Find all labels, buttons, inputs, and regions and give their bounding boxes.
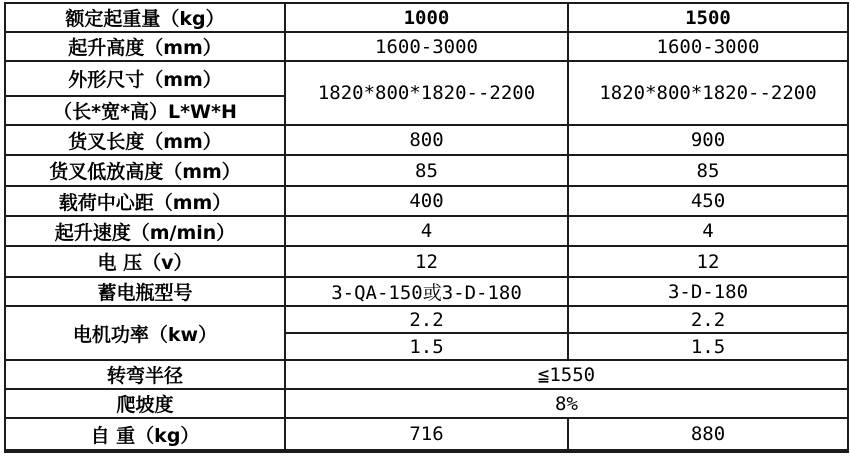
row-label-motor-power: 电机功率（kw） <box>5 306 285 360</box>
row-label-load-center: 载荷中心距（mm） <box>5 186 285 216</box>
spec-table-container <box>4 2 847 453</box>
cell-motor-power-b-model1: 1.5 <box>285 333 568 360</box>
cell-overall-dimensions-model1: 1820*800*1820--2200 <box>285 61 568 125</box>
cell-voltage-model2: 12 <box>568 246 848 277</box>
table-row-motor-power-a <box>5 306 848 333</box>
row-label-battery-model: 蓄电瓶型号 <box>5 277 285 306</box>
cell-turning-radius: ≦1550 <box>285 360 848 389</box>
row-label-lift-speed: 起升速度（m/min） <box>5 216 285 246</box>
table-row-turning-radius <box>5 360 848 389</box>
row-label-self-weight: 自 重（kg） <box>5 418 285 451</box>
row-label-rated-capacity: 额定起重量（kg） <box>5 3 285 32</box>
cell-battery-model1: 3-QA-150或3-D-180 <box>285 277 568 306</box>
cell-rated-capacity-model1: 1000 <box>285 3 568 32</box>
cell-lift-speed-model2: 4 <box>568 216 848 246</box>
table-row-lift-height <box>5 32 848 61</box>
row-label-lwh: （长*宽*高）L*W*H <box>5 96 285 125</box>
spec-table <box>4 2 849 453</box>
row-label-gradeability: 爬坡度 <box>5 389 285 418</box>
cell-gradeability: 8% <box>285 389 848 418</box>
table-row-fork-length <box>5 125 848 155</box>
row-label-turning-radius: 转弯半径 <box>5 360 285 389</box>
row-label-fork-length: 货叉长度（mm） <box>5 125 285 155</box>
cell-load-center-model1: 400 <box>285 186 568 216</box>
table-row-lift-speed <box>5 216 848 246</box>
table-row-overall-dimensions <box>5 61 848 96</box>
row-label-lift-height: 起升高度（mm） <box>5 32 285 61</box>
cell-fork-length-model2: 900 <box>568 125 848 155</box>
cell-motor-power-a-model2: 2.2 <box>568 306 848 333</box>
cell-voltage-model1: 12 <box>285 246 568 277</box>
table-row-voltage <box>5 246 848 277</box>
table-row-load-center <box>5 186 848 216</box>
row-label-fork-lowered-height: 货叉低放高度（mm） <box>5 155 285 186</box>
cell-battery-model2: 3-D-180 <box>568 277 848 306</box>
cell-self-weight-model1: 716 <box>285 418 568 451</box>
table-row-self-weight <box>5 418 848 451</box>
cell-fork-length-model1: 800 <box>285 125 568 155</box>
row-label-overall-dimensions: 外形尺寸（mm） <box>5 61 285 96</box>
cell-rated-capacity-model2: 1500 <box>568 3 848 32</box>
cell-fork-lowered-height-model1: 85 <box>285 155 568 186</box>
cell-load-center-model2: 450 <box>568 186 848 216</box>
cell-motor-power-a-model1: 2.2 <box>285 306 568 333</box>
cell-fork-lowered-height-model2: 85 <box>568 155 848 186</box>
cell-lift-height-model1: 1600-3000 <box>285 32 568 61</box>
cell-self-weight-model2: 880 <box>568 418 848 451</box>
row-label-voltage: 电 压（v） <box>5 246 285 277</box>
cell-motor-power-b-model2: 1.5 <box>568 333 848 360</box>
table-row-gradeability <box>5 389 848 418</box>
cell-overall-dimensions-model2: 1820*800*1820--2200 <box>568 61 848 125</box>
table-row-battery-model <box>5 277 848 306</box>
table-row-fork-lowered-height <box>5 155 848 186</box>
cell-lift-height-model2: 1600-3000 <box>568 32 848 61</box>
table-row-rated-capacity <box>5 3 848 32</box>
cell-lift-speed-model1: 4 <box>285 216 568 246</box>
